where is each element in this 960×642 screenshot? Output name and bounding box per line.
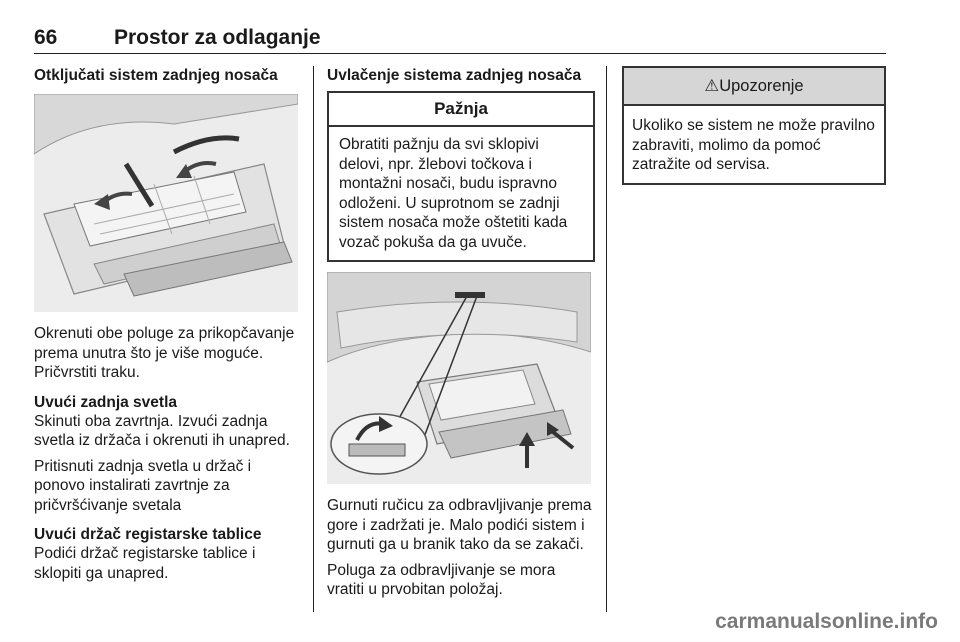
paragraph-tail-lights-2: Pritisnuti zadnja svetla u držač i ponovo instalirati zavrtnje za pričvršćivanje svetala: [34, 457, 252, 514]
illustration-carrier-levers: [34, 94, 298, 312]
paragraph-retract-1: Gurnuti ručicu za odbravljivanje prema gore i zadržati je. Malo podići sistem i gurnuti ga u branik tako da se zakači.: [327, 497, 592, 553]
paragraph-retract-2: Poluga za odbravljivanje se mora vratiti u prvobitan položaj.: [327, 561, 556, 598]
column-left: [34, 66, 302, 583]
column-right: [622, 66, 886, 185]
section-heading-unlock: Otključati sistem zadnjeg nosača: [34, 67, 278, 84]
warning-box: [622, 66, 886, 185]
warning-title-text: Upozorenje: [719, 77, 804, 95]
column-divider: [313, 66, 314, 612]
warning-body: Ukoliko se sistem ne može pravilno zabraviti, molimo da pomoć zatražite od servisa.: [632, 117, 875, 173]
warning-triangle-icon: ⚠: [704, 77, 720, 95]
section-heading-retract: Uvlačenje sistema zadnjeg nosača: [327, 67, 582, 84]
illustration-carrier-retract: [327, 272, 591, 484]
column-middle: [327, 66, 595, 600]
caption-unlock: Okrenuti obe poluge za prikopčavanje prema unutra što je više moguće. Pričvrstiti traku.: [34, 325, 295, 381]
page-title: Prostor za odlaganje: [114, 26, 321, 49]
watermark: carmanualsonline.info: [715, 610, 938, 633]
page-number: 66: [34, 26, 58, 49]
caution-body: Obratiti pažnju da svi sklopivi delovi, npr. žlebovi točkova i montažni nosači, budu ispravno odloženi. U suprotnom se zadnji sistem nosača može oštetiti kada vozač pokuša da ga uvuče.: [339, 136, 568, 251]
header-rule: [34, 53, 886, 54]
paragraph-plate-holder: Podići držač registarske tablice i sklopiti ga unapred.: [34, 545, 256, 582]
paragraph-tail-lights-1: Skinuti oba zavrtnja. Izvući zadnja svetla iz držača i okrenuti ih unapred.: [34, 412, 290, 449]
caution-title: Pažnja: [329, 93, 593, 127]
section-heading-tail-lights: Uvući zadnja svetla: [34, 393, 178, 411]
caution-box: [327, 91, 595, 262]
column-divider: [606, 66, 607, 612]
warning-title: [624, 68, 884, 106]
section-heading-plate-holder: Uvući držač registarske tablice: [34, 526, 262, 543]
